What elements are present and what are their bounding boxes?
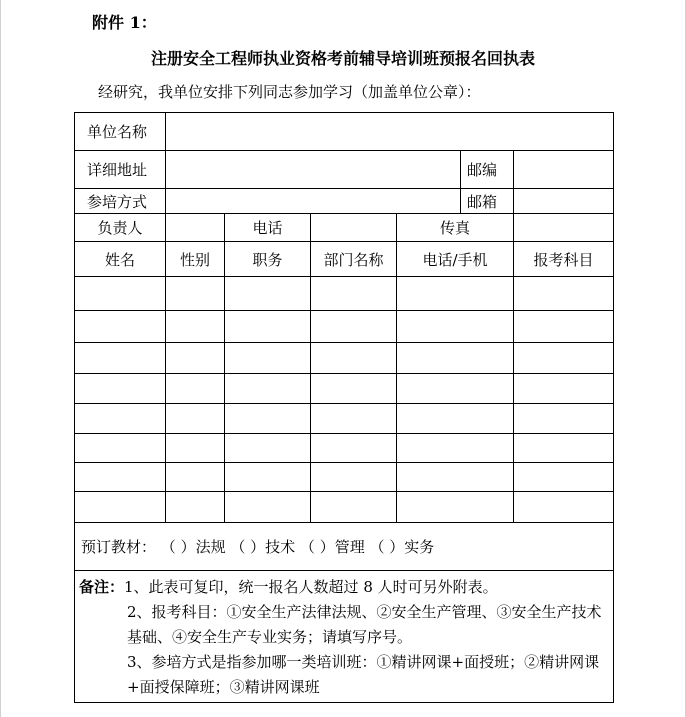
phone-cell[interactable] [397, 404, 514, 434]
phone-label: 电话 [225, 214, 311, 242]
col-header-exam-subject: 报考科目 [514, 242, 614, 277]
intro-text: 经研究，我单位安排下列同志参加学习（加盖单位公章）： [98, 83, 481, 101]
table-row [75, 374, 614, 404]
gender-cell[interactable] [166, 463, 225, 492]
phone-cell[interactable] [397, 311, 514, 343]
textbook-option-regulations[interactable]: （ ）法规 [160, 538, 226, 556]
phone-cell[interactable] [397, 463, 514, 492]
note-line-1 [79, 575, 609, 600]
textbook-option-technology[interactable]: （ ）技术 [230, 538, 296, 556]
gender-cell[interactable] [166, 492, 225, 523]
unit-name-field[interactable] [166, 113, 614, 151]
phone-cell[interactable] [397, 343, 514, 374]
phone-cell[interactable] [397, 434, 514, 463]
attachment-label: 附件 1： [92, 13, 157, 32]
gender-cell[interactable] [166, 277, 225, 311]
fax-field[interactable] [514, 214, 614, 242]
table-row [75, 434, 614, 463]
fax-label: 传真 [397, 214, 514, 242]
gender-cell[interactable] [166, 404, 225, 434]
position-cell[interactable] [225, 277, 311, 311]
department-cell[interactable] [311, 404, 397, 434]
name-cell[interactable] [75, 343, 166, 374]
email-label: 邮箱 [461, 189, 514, 214]
exam-subject-cell[interactable] [514, 374, 614, 404]
department-cell[interactable] [311, 434, 397, 463]
name-cell[interactable] [75, 492, 166, 523]
notes-section [75, 571, 614, 703]
col-header-position: 职务 [225, 242, 311, 277]
textbook-order-row [75, 523, 614, 571]
name-cell[interactable] [75, 374, 166, 404]
department-cell[interactable] [311, 311, 397, 343]
exam-subject-cell[interactable] [514, 311, 614, 343]
table-row [75, 311, 614, 343]
unit-name-label: 单位名称 [75, 113, 166, 151]
position-cell[interactable] [225, 311, 311, 343]
phone-field[interactable] [311, 214, 397, 242]
registration-form-table [74, 112, 614, 703]
col-header-name: 姓名 [75, 242, 166, 277]
department-cell[interactable] [311, 492, 397, 523]
position-cell[interactable] [225, 343, 311, 374]
name-cell[interactable] [75, 277, 166, 311]
phone-cell[interactable] [397, 374, 514, 404]
training-mode-label: 参培方式 [75, 189, 166, 214]
phone-cell[interactable] [397, 277, 514, 311]
gender-cell[interactable] [166, 311, 225, 343]
note-line-2: 2、报考科目：①安全生产法律法规、②安全生产管理、③安全生产技术基础、④安全生产专业实务；请填写序号。 [127, 603, 602, 646]
postcode-field[interactable] [514, 151, 614, 189]
textbook-option-management[interactable]: （ ）管理 [299, 538, 365, 556]
table-row [75, 492, 614, 523]
leader-field[interactable] [166, 214, 225, 242]
phone-cell[interactable] [397, 492, 514, 523]
textbook-label: 预订教材： [81, 538, 157, 556]
exam-subject-cell[interactable] [514, 404, 614, 434]
gender-cell[interactable] [166, 343, 225, 374]
name-cell[interactable] [75, 434, 166, 463]
exam-subject-cell[interactable] [514, 463, 614, 492]
gender-cell[interactable] [166, 434, 225, 463]
address-field[interactable] [166, 151, 461, 189]
postcode-label: 邮编 [461, 151, 514, 189]
department-cell[interactable] [311, 343, 397, 374]
training-mode-field[interactable] [166, 189, 461, 214]
col-header-phone: 电话/手机 [397, 242, 514, 277]
exam-subject-cell[interactable] [514, 434, 614, 463]
exam-subject-cell[interactable] [514, 492, 614, 523]
name-cell[interactable] [75, 463, 166, 492]
position-cell[interactable] [225, 434, 311, 463]
table-row [75, 343, 614, 374]
email-field[interactable] [514, 189, 614, 214]
page-border-left [0, 0, 1, 717]
name-cell[interactable] [75, 404, 166, 434]
department-cell[interactable] [311, 277, 397, 311]
address-label: 详细地址 [75, 151, 166, 189]
exam-subject-cell[interactable] [514, 277, 614, 311]
name-cell[interactable] [75, 311, 166, 343]
col-header-department: 部门名称 [311, 242, 397, 277]
position-cell[interactable] [225, 463, 311, 492]
form-title: 注册安全工程师执业资格考前辅导培训班预报名回执表 [150, 49, 535, 68]
exam-subject-cell[interactable] [514, 343, 614, 374]
notes-label: 备注： [79, 578, 125, 596]
table-row [75, 404, 614, 434]
department-cell[interactable] [311, 463, 397, 492]
position-cell[interactable] [225, 374, 311, 404]
table-row [75, 277, 614, 311]
table-row [75, 463, 614, 492]
position-cell[interactable] [225, 404, 311, 434]
leader-label: 负责人 [75, 214, 166, 242]
gender-cell[interactable] [166, 374, 225, 404]
textbook-option-practice[interactable]: （ ）实务 [369, 538, 435, 556]
roster-header-row [75, 242, 614, 277]
position-cell[interactable] [225, 492, 311, 523]
note-1-text: 1、此表可复印，统一报名人数超过 8 人时可另外附表。 [124, 578, 498, 596]
col-header-gender: 性别 [166, 242, 225, 277]
note-line-3: 3、参培方式是指参加哪一类培训班：①精讲网课+面授班；②精讲网课+面授保障班；③精讲网课班 [127, 653, 600, 696]
department-cell[interactable] [311, 374, 397, 404]
